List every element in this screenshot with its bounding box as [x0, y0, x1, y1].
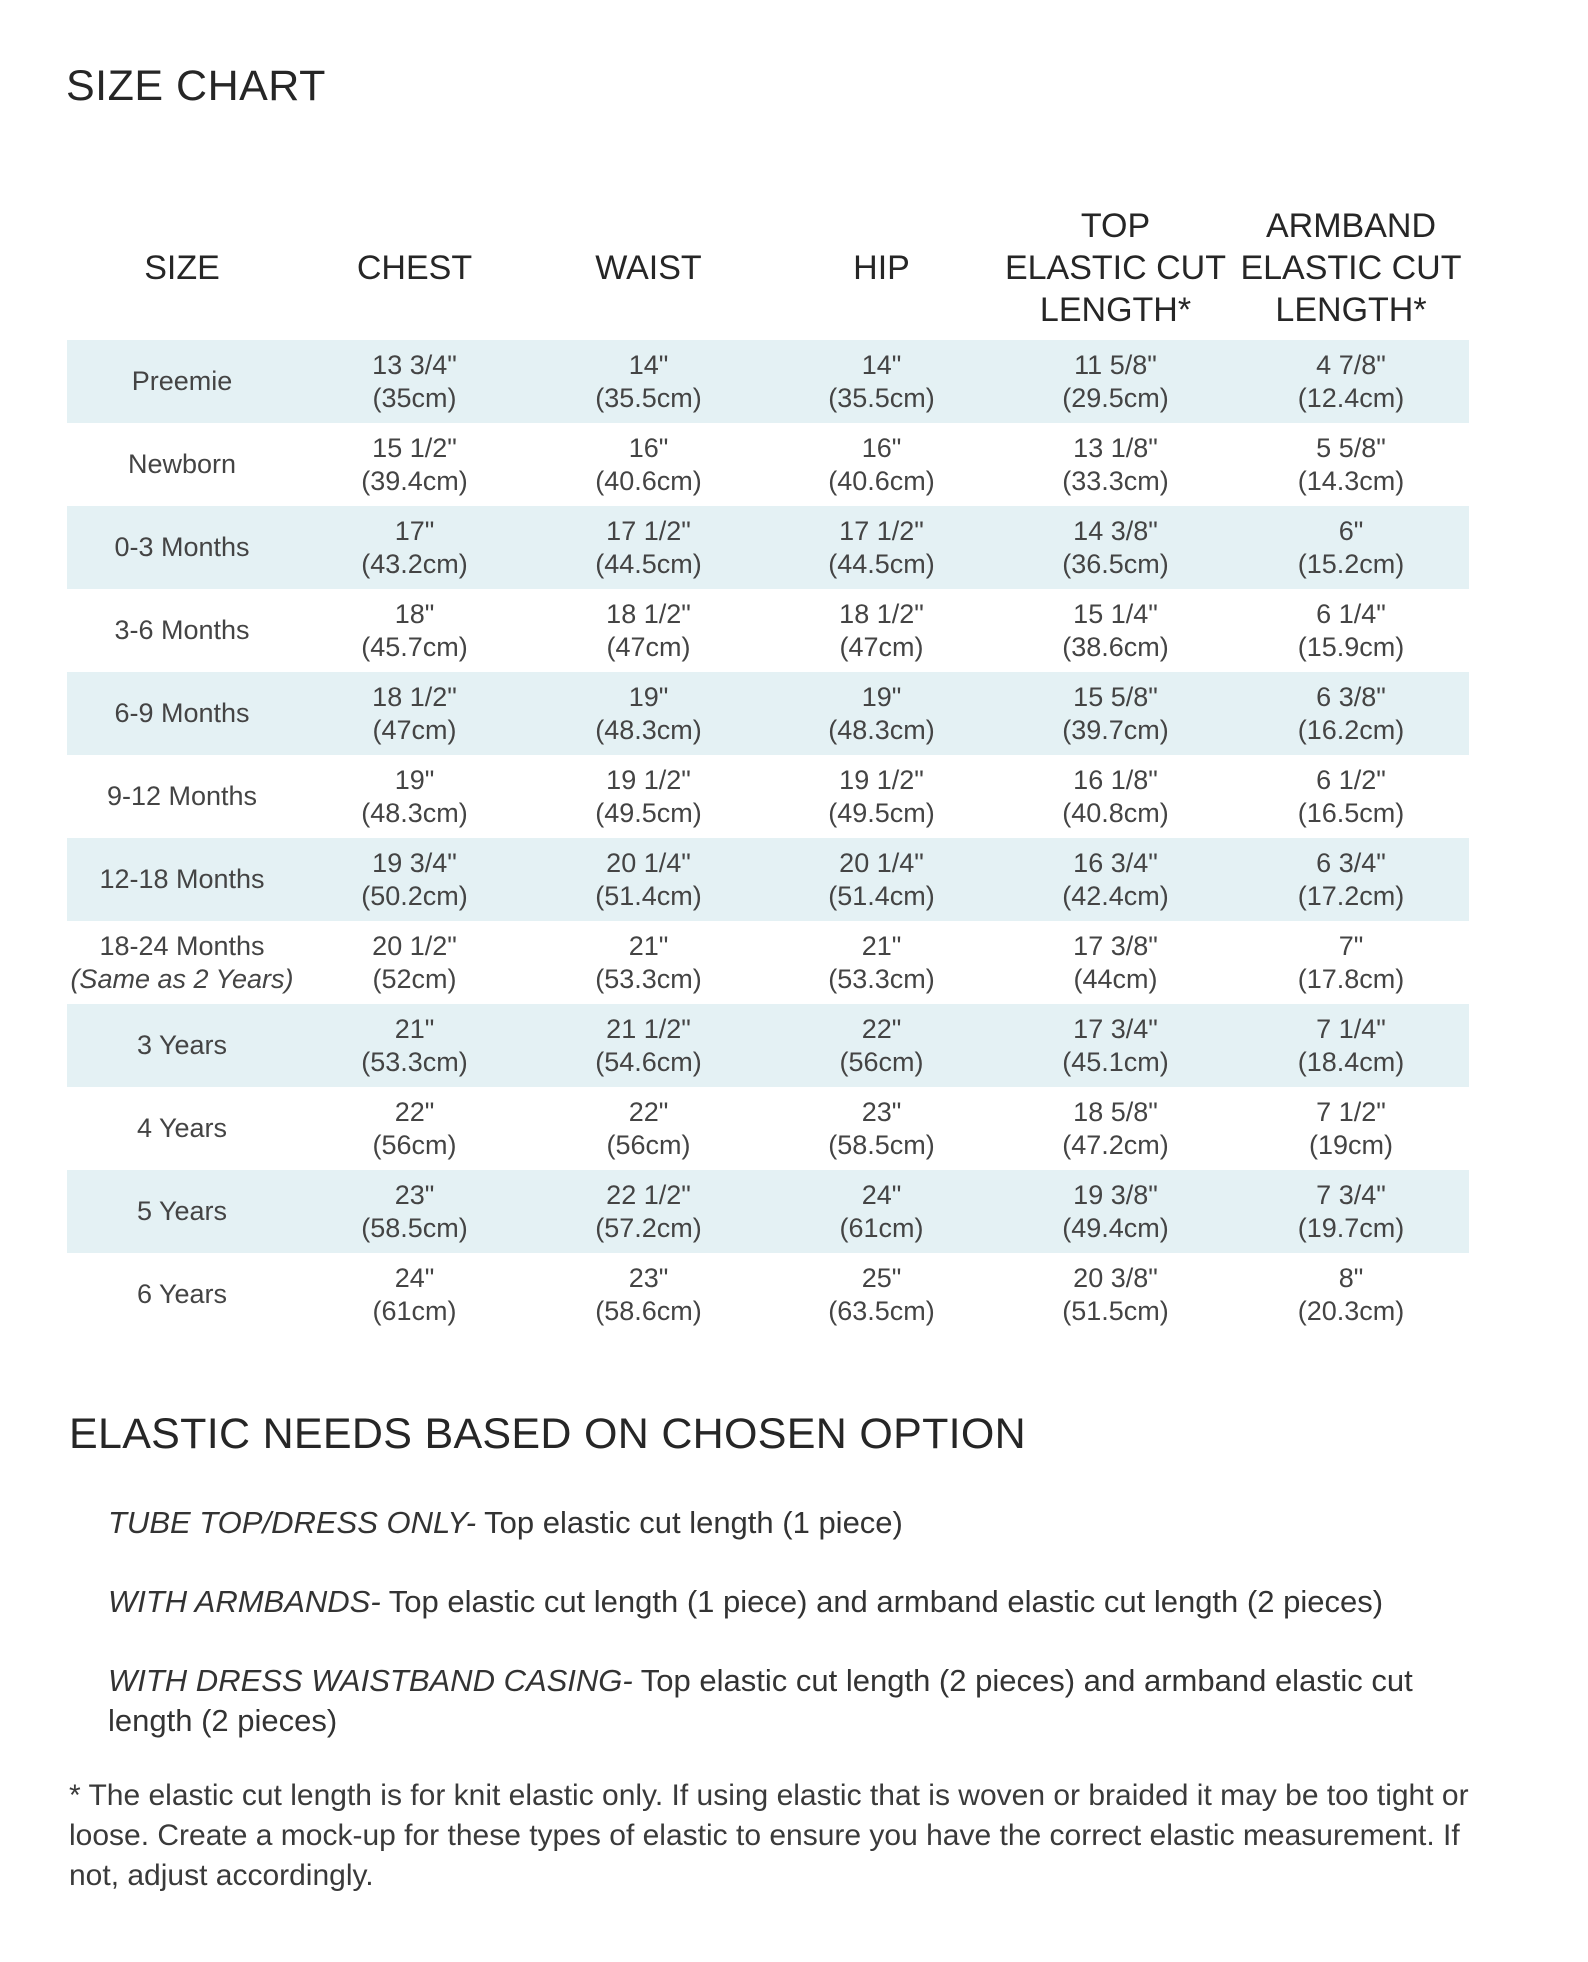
- hip-cell: 14" (35.5cm): [765, 340, 998, 423]
- table-body: [67, 340, 1469, 1336]
- top-cell: 16 1/8" (40.8cm): [1062, 764, 1169, 828]
- size-cell: 6 Years: [136, 1279, 228, 1309]
- waist-cell: 16" (40.6cm): [595, 432, 702, 496]
- top-cell: 11 5/8" (29.5cm): [998, 340, 1233, 423]
- chest-cell: 23" (58.5cm): [297, 1170, 532, 1253]
- table-row: [67, 506, 1469, 589]
- table-row: [67, 1170, 1469, 1253]
- option-label: WITH ARMBANDS-: [108, 1584, 381, 1619]
- option-label: TUBE TOP/DRESS ONLY-: [108, 1505, 477, 1540]
- table-row: [67, 838, 1469, 921]
- waist-cell: 14" (35.5cm): [532, 340, 765, 423]
- size-cell: 18-24 Months (Same as 2 Years): [70, 930, 294, 994]
- chest-cell: 13 3/4" (35cm): [297, 340, 532, 423]
- top-cell: 15 5/8" (39.7cm): [998, 672, 1233, 755]
- arm-cell: 7" (17.8cm): [1297, 930, 1405, 994]
- size-cell: 4 Years: [136, 1113, 228, 1143]
- waist-cell: 21 1/2" (54.6cm): [532, 1004, 765, 1087]
- size-cell: 5 Years: [67, 1170, 297, 1253]
- waist-cell: 22" (56cm): [606, 1096, 691, 1160]
- header-armband-elastic: ARMBAND ELASTIC CUT LENGTH*: [1240, 207, 1462, 329]
- arm-cell: 6 3/8" (16.2cm): [1233, 672, 1469, 755]
- option-text: Top elastic cut length (1 piece): [476, 1505, 903, 1540]
- top-cell: 19 3/8" (49.4cm): [998, 1170, 1233, 1253]
- table-row: [67, 1253, 1469, 1336]
- hip-cell: 23" (58.5cm): [828, 1096, 935, 1160]
- top-cell: 20 3/8" (51.5cm): [1062, 1262, 1169, 1326]
- waist-cell: 22 1/2" (57.2cm): [532, 1170, 765, 1253]
- chest-cell: 18 1/2" (47cm): [297, 672, 532, 755]
- top-cell: 15 1/4" (38.6cm): [1062, 598, 1169, 662]
- arm-cell: 7 3/4" (19.7cm): [1233, 1170, 1469, 1253]
- option-label: WITH DRESS WAISTBAND CASING-: [108, 1663, 633, 1698]
- chest-cell: 19" (48.3cm): [361, 764, 468, 828]
- chest-cell: 15 1/2" (39.4cm): [361, 432, 468, 496]
- table-row: [67, 921, 1469, 1004]
- arm-cell: 6 1/4" (15.9cm): [1297, 598, 1405, 662]
- waist-cell: 21" (53.3cm): [595, 930, 702, 994]
- chest-cell: 21" (53.3cm): [297, 1004, 532, 1087]
- arm-cell: 6" (15.2cm): [1233, 506, 1469, 589]
- size-cell: 3 Years: [67, 1004, 297, 1087]
- arm-cell: 5 5/8" (14.3cm): [1297, 432, 1405, 496]
- size-cell: Newborn: [127, 449, 237, 479]
- size-cell: 3-6 Months: [114, 615, 250, 645]
- hip-cell: 22" (56cm): [765, 1004, 998, 1087]
- top-cell: 16 3/4" (42.4cm): [998, 838, 1233, 921]
- header-top-elastic: TOP ELASTIC CUT LENGTH*: [1004, 207, 1227, 329]
- chest-cell: 22" (56cm): [372, 1096, 457, 1160]
- top-cell: 17 3/4" (45.1cm): [998, 1004, 1233, 1087]
- option-tube-top: [108, 1503, 1468, 1543]
- option-text: Top elastic cut length (1 piece) and armband elastic cut length (2 pieces): [380, 1584, 1384, 1619]
- waist-cell: 17 1/2" (44.5cm): [532, 506, 765, 589]
- footnote: * The elastic cut length is for knit elastic only. If using elastic that is woven or braided it may be too tight or loose. Create a mock-up for these types of elastic to ensure you have the correct elastic measurement. If not, adjust accordingly.: [69, 1779, 1469, 1892]
- size-cell: Preemie: [67, 340, 297, 423]
- hip-cell: 17 1/2" (44.5cm): [765, 506, 998, 589]
- hip-cell: 18 1/2" (47cm): [839, 598, 924, 662]
- top-cell: 17 3/8" (44cm): [1073, 930, 1158, 994]
- top-cell: 14 3/8" (36.5cm): [998, 506, 1233, 589]
- size-cell: 0-3 Months: [67, 506, 297, 589]
- table-row: [67, 589, 1469, 672]
- waist-cell: 23" (58.6cm): [595, 1262, 702, 1326]
- waist-cell: 18 1/2" (47cm): [606, 598, 691, 662]
- waist-cell: 19 1/2" (49.5cm): [595, 764, 702, 828]
- hip-cell: 20 1/4" (51.4cm): [765, 838, 998, 921]
- chest-cell: 19 3/4" (50.2cm): [297, 838, 532, 921]
- header-hip: HIP: [853, 249, 910, 287]
- header-waist: WAIST: [595, 249, 702, 287]
- header-chest: CHEST: [356, 249, 473, 287]
- arm-cell: 6 3/4" (17.2cm): [1233, 838, 1469, 921]
- table-row: [67, 340, 1469, 423]
- hip-cell: 21" (53.3cm): [828, 930, 935, 994]
- chest-cell: 18" (45.7cm): [361, 598, 468, 662]
- size-cell: 9-12 Months: [106, 781, 258, 811]
- page-title: SIZE CHART: [66, 62, 326, 110]
- option-text: Top elastic cut length (2 pieces) and armband elastic cut length (2 pieces): [108, 1663, 1413, 1738]
- table-header-row: [67, 200, 1469, 340]
- chest-cell: 17" (43.2cm): [297, 506, 532, 589]
- arm-cell: 7 1/2" (19cm): [1308, 1096, 1393, 1160]
- hip-cell: 25" (63.5cm): [828, 1262, 935, 1326]
- arm-cell: 8" (20.3cm): [1297, 1262, 1405, 1326]
- hip-cell: 24" (61cm): [765, 1170, 998, 1253]
- waist-cell: 19" (48.3cm): [532, 672, 765, 755]
- chest-cell: 24" (61cm): [372, 1262, 457, 1326]
- table-row: [67, 755, 1469, 838]
- option-armbands: [108, 1582, 1468, 1622]
- hip-cell: 16" (40.6cm): [828, 432, 935, 496]
- table-row: [67, 1004, 1469, 1087]
- arm-cell: 6 1/2" (16.5cm): [1297, 764, 1405, 828]
- hip-cell: 19 1/2" (49.5cm): [828, 764, 935, 828]
- table-row: [67, 672, 1469, 755]
- arm-cell: 7 1/4" (18.4cm): [1233, 1004, 1469, 1087]
- waist-cell: 20 1/4" (51.4cm): [532, 838, 765, 921]
- arm-cell: 4 7/8" (12.4cm): [1233, 340, 1469, 423]
- elastic-heading: ELASTIC NEEDS BASED ON CHOSEN OPTION: [69, 1410, 1026, 1458]
- top-cell: 13 1/8" (33.3cm): [1062, 432, 1169, 496]
- size-chart-table: [67, 200, 1469, 1336]
- size-cell: 12-18 Months: [67, 838, 297, 921]
- size-cell: 6-9 Months: [67, 672, 297, 755]
- option-waistband-casing: [108, 1661, 1448, 1741]
- hip-cell: 19" (48.3cm): [765, 672, 998, 755]
- chest-cell: 20 1/2" (52cm): [372, 930, 457, 994]
- table-row: [67, 1087, 1469, 1170]
- table-row: [67, 423, 1469, 506]
- header-size: SIZE: [144, 249, 220, 287]
- top-cell: 18 5/8" (47.2cm): [1062, 1096, 1169, 1160]
